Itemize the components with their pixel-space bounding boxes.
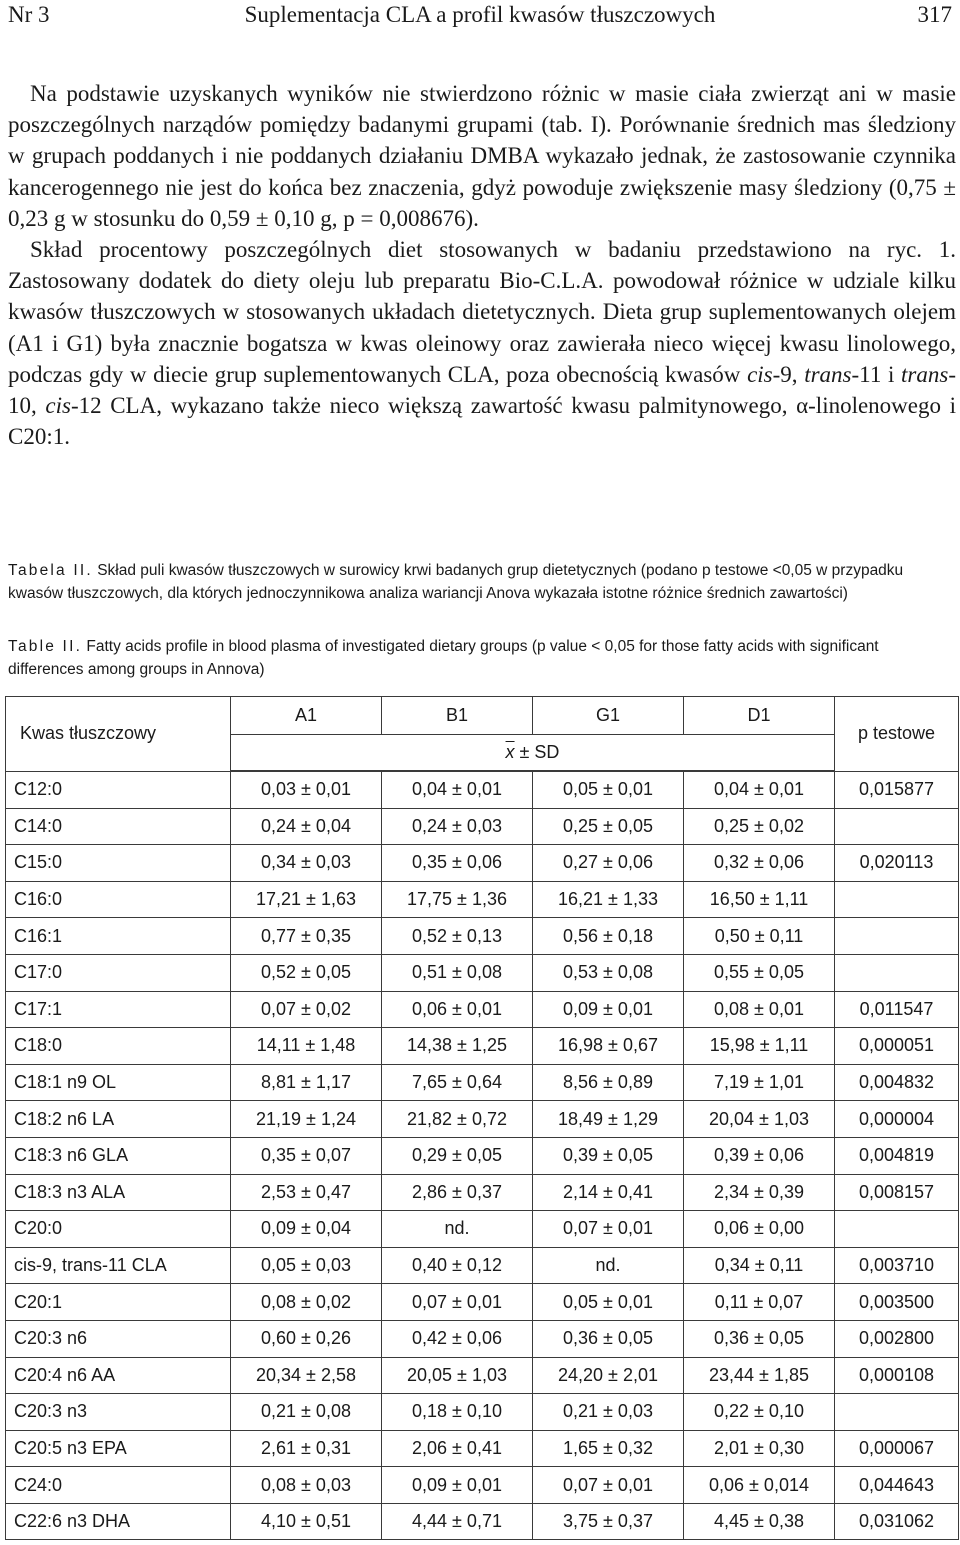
group-value-d1: 0,55 ± 0,05 — [684, 954, 835, 991]
group-value-b1: 2,06 ± 0,41 — [382, 1430, 533, 1467]
table-row — [6, 1174, 959, 1211]
group-value-d1: 0,08 ± 0,01 — [684, 991, 835, 1028]
group-value-d1: 4,45 ± 0,38 — [684, 1503, 835, 1540]
fatty-acid-name: C20:3 n3 — [6, 1394, 231, 1431]
group-value-b1: 0,04 ± 0,01 — [382, 771, 533, 808]
group-value-d1: 0,39 ± 0,06 — [684, 1137, 835, 1174]
group-value-d1: 0,11 ± 0,07 — [684, 1284, 835, 1321]
table-row — [6, 1503, 959, 1540]
table-row — [6, 991, 959, 1028]
group-value-b1: 0,29 ± 0,05 — [382, 1137, 533, 1174]
group-value-d1: 0,50 ± 0,11 — [684, 918, 835, 955]
group-value-a1: 0,60 ± 0,26 — [231, 1320, 382, 1357]
group-value-d1: 20,04 ± 1,03 — [684, 1101, 835, 1138]
group-value-g1: 24,20 ± 2,01 — [533, 1357, 684, 1394]
p-value: 0,008157 — [835, 1174, 959, 1211]
group-value-g1: nd. — [533, 1247, 684, 1284]
p-value — [835, 918, 959, 955]
p-value: 0,020113 — [835, 845, 959, 882]
p-value — [835, 881, 959, 918]
paragraph-2-text-d: -10, — [8, 361, 956, 419]
fatty-acid-name: C12:0 — [6, 771, 231, 808]
group-value-b1: 0,42 ± 0,06 — [382, 1320, 533, 1357]
table-row — [6, 1028, 959, 1065]
group-value-g1: 0,07 ± 0,01 — [533, 1211, 684, 1248]
fatty-acid-name: C20:4 n6 AA — [6, 1357, 231, 1394]
group-value-d1: 0,34 ± 0,11 — [684, 1247, 835, 1284]
p-value: 0,004832 — [835, 1064, 959, 1101]
group-value-a1: 0,08 ± 0,03 — [231, 1467, 382, 1504]
italic-trans: trans — [804, 361, 852, 387]
p-value: 0,015877 — [835, 771, 959, 808]
p-value: 0,002800 — [835, 1320, 959, 1357]
group-value-g1: 0,56 ± 0,18 — [533, 918, 684, 955]
p-value — [835, 1211, 959, 1248]
group-value-a1: 0,24 ± 0,04 — [231, 808, 382, 845]
group-value-a1: 17,21 ± 1,63 — [231, 881, 382, 918]
column-header-g1: G1 — [533, 697, 684, 735]
p-value: 0,003710 — [835, 1247, 959, 1284]
group-value-a1: 0,77 ± 0,35 — [231, 918, 382, 955]
group-value-b1: 0,06 ± 0,01 — [382, 991, 533, 1028]
group-value-g1: 0,07 ± 0,01 — [533, 1467, 684, 1504]
fatty-acid-name: cis-9, trans-11 CLA — [6, 1247, 231, 1284]
italic-cis-2: cis — [45, 393, 71, 419]
group-value-b1: 0,24 ± 0,03 — [382, 808, 533, 845]
fatty-acid-name: C17:0 — [6, 954, 231, 991]
table-body — [6, 771, 959, 1540]
group-value-d1: 0,32 ± 0,06 — [684, 845, 835, 882]
issue-number: Nr 3 — [8, 2, 50, 27]
group-value-d1: 0,36 ± 0,05 — [684, 1320, 835, 1357]
group-value-d1: 0,22 ± 0,10 — [684, 1394, 835, 1431]
group-value-b1: 0,51 ± 0,08 — [382, 954, 533, 991]
table-caption-pl — [8, 560, 956, 605]
p-value: 0,004819 — [835, 1137, 959, 1174]
table-caption-en-text: Fatty acids profile in blood plasma of investigated dietary groups (p value < 0,05 for those fatty acids with significant differences among groups in Annova) — [8, 638, 879, 678]
group-value-g1: 2,14 ± 0,41 — [533, 1174, 684, 1211]
fatty-acid-name: C18:3 n6 GLA — [6, 1137, 231, 1174]
group-value-a1: 0,07 ± 0,02 — [231, 991, 382, 1028]
p-value — [835, 1394, 959, 1431]
group-value-d1: 7,19 ± 1,01 — [684, 1064, 835, 1101]
table-caption-pl-label: Tabela II. — [8, 562, 93, 579]
group-value-b1: 0,35 ± 0,06 — [382, 845, 533, 882]
group-value-a1: 0,05 ± 0,03 — [231, 1247, 382, 1284]
group-value-a1: 0,09 ± 0,04 — [231, 1211, 382, 1248]
italic-cis: cis — [747, 361, 773, 387]
group-value-a1: 2,61 ± 0,31 — [231, 1430, 382, 1467]
group-value-d1: 2,34 ± 0,39 — [684, 1174, 835, 1211]
table-row — [6, 1394, 959, 1431]
group-value-b1: 4,44 ± 0,71 — [382, 1503, 533, 1540]
p-value — [835, 954, 959, 991]
group-value-d1: 0,06 ± 0,014 — [684, 1467, 835, 1504]
paragraph-2-text-c: -11 i — [851, 361, 902, 387]
group-value-a1: 0,34 ± 0,03 — [231, 845, 382, 882]
group-value-b1: 14,38 ± 1,25 — [382, 1028, 533, 1065]
fatty-acid-name: C15:0 — [6, 845, 231, 882]
group-value-b1: 0,52 ± 0,13 — [382, 918, 533, 955]
paragraph-2-text-b: -9, — [772, 361, 805, 387]
p-value: 0,000108 — [835, 1357, 959, 1394]
group-value-g1: 0,36 ± 0,05 — [533, 1320, 684, 1357]
table-row — [6, 771, 959, 808]
group-value-b1: 21,82 ± 0,72 — [382, 1101, 533, 1138]
group-value-b1: 0,07 ± 0,01 — [382, 1284, 533, 1321]
group-value-g1: 0,05 ± 0,01 — [533, 771, 684, 808]
group-value-g1: 0,05 ± 0,01 — [533, 1284, 684, 1321]
column-header-p-value: p testowe — [835, 697, 959, 772]
group-value-g1: 1,65 ± 0,32 — [533, 1430, 684, 1467]
table-caption-en — [8, 636, 956, 681]
article-body — [8, 78, 956, 452]
paragraph-2-text-a: Skład procentowy poszczególnych diet stosowanych w badaniu przedstawiono na ryc. 1. Zastosowany dodatek do diety oleju lub preparatu Bio-C.L.A. powodował różnice w udziale kilku kwasów tłuszczowych w stosowanych układach dietetycznych. Dieta grup suplementowanych olejem (A1 i G1) była znacznie bogatsza w kwas oleinowy oraz zawierała nieco więcej kwasu linolowego, podczas gdy w diecie grup suplementowanych CLA, poza obecnością kwasów — [8, 237, 956, 387]
table-row — [6, 845, 959, 882]
sd-label: ± SD — [514, 742, 560, 762]
table-row — [6, 881, 959, 918]
fatty-acid-name: C16:0 — [6, 881, 231, 918]
p-value: 0,003500 — [835, 1284, 959, 1321]
page-number: 317 — [917, 2, 952, 27]
fatty-acid-name: C18:2 n6 LA — [6, 1101, 231, 1138]
table-row — [6, 1247, 959, 1284]
group-value-g1: 0,27 ± 0,06 — [533, 845, 684, 882]
column-header-d1: D1 — [684, 697, 835, 735]
group-value-g1: 18,49 ± 1,29 — [533, 1101, 684, 1138]
column-header-fatty-acid: Kwas tłuszczowy — [6, 697, 231, 772]
table-caption-pl-text: Skład puli kwasów tłuszczowych w surowicy krwi badanych grup dietetycznych (podano p testowe <0,05 w przypadku kwasów tłuszczowych, dla których jednoczynnikowa analiza wariancji Anova wykazała istotne różnice średnich zawartości) — [8, 562, 904, 602]
fatty-acid-name: C20:3 n6 — [6, 1320, 231, 1357]
fatty-acid-name: C17:1 — [6, 991, 231, 1028]
mean-symbol: $\overline{x}$ — [505, 742, 515, 762]
group-value-g1: 0,39 ± 0,05 — [533, 1137, 684, 1174]
mean-sd-header — [231, 735, 835, 772]
table-row — [6, 808, 959, 845]
group-value-g1: 0,25 ± 0,05 — [533, 808, 684, 845]
group-value-a1: 0,08 ± 0,02 — [231, 1284, 382, 1321]
group-value-g1: 8,56 ± 0,89 — [533, 1064, 684, 1101]
group-value-a1: 0,52 ± 0,05 — [231, 954, 382, 991]
table-row — [6, 1284, 959, 1321]
group-value-a1: 4,10 ± 0,51 — [231, 1503, 382, 1540]
running-header — [0, 0, 960, 36]
fatty-acids-table — [5, 696, 959, 1540]
fatty-acid-name: C18:1 n9 OL — [6, 1064, 231, 1101]
fatty-acid-name: C18:0 — [6, 1028, 231, 1065]
italic-trans-2: trans — [901, 361, 949, 387]
group-value-b1: 7,65 ± 0,64 — [382, 1064, 533, 1101]
fatty-acid-name: C16:1 — [6, 918, 231, 955]
group-value-a1: 2,53 ± 0,47 — [231, 1174, 382, 1211]
p-value: 0,000067 — [835, 1430, 959, 1467]
table-row — [6, 1064, 959, 1101]
p-value: 0,011547 — [835, 991, 959, 1028]
table-row — [6, 1137, 959, 1174]
group-value-d1: 23,44 ± 1,85 — [684, 1357, 835, 1394]
table-row — [6, 1357, 959, 1394]
group-value-d1: 0,04 ± 0,01 — [684, 771, 835, 808]
table-caption-en-label: Table II. — [8, 638, 83, 655]
table-row — [6, 1211, 959, 1248]
group-value-a1: 0,21 ± 0,08 — [231, 1394, 382, 1431]
paragraph-1-text: Na podstawie uzyskanych wyników nie stwierdzono różnic w masie ciała zwierząt ani w masie poszczególnych narządów pomiędzy badanymi grupami (tab. I). Porównanie średnich mas śledziony w grupach poddanych i nie poddanych działaniu DMBA wykazało jednak, że zastosowanie czynnika kancerogennego nie jest do końca bez znaczenia, gdyż powoduje zwiększenie masy śledziony (0,75 ± 0,23 g w stosunku do 0,59 ± 0,10 g, p = 0,008676). — [8, 81, 956, 231]
fatty-acid-name: C22:6 n3 DHA — [6, 1503, 231, 1540]
table-row — [6, 1430, 959, 1467]
group-value-b1: 0,18 ± 0,10 — [382, 1394, 533, 1431]
group-value-g1: 3,75 ± 0,37 — [533, 1503, 684, 1540]
group-value-d1: 2,01 ± 0,30 — [684, 1430, 835, 1467]
fatty-acid-name: C24:0 — [6, 1467, 231, 1504]
fatty-acid-name: C18:3 n3 ALA — [6, 1174, 231, 1211]
paragraph-2 — [8, 234, 956, 452]
table-row — [6, 1101, 959, 1138]
group-value-g1: 16,21 ± 1,33 — [533, 881, 684, 918]
group-value-d1: 15,98 ± 1,11 — [684, 1028, 835, 1065]
column-header-b1: B1 — [382, 697, 533, 735]
p-value: 0,044643 — [835, 1467, 959, 1504]
group-value-b1: 2,86 ± 0,37 — [382, 1174, 533, 1211]
p-value — [835, 808, 959, 845]
p-value: 0,000051 — [835, 1028, 959, 1065]
column-header-a1: A1 — [231, 697, 382, 735]
group-value-g1: 0,09 ± 0,01 — [533, 991, 684, 1028]
group-value-d1: 0,06 ± 0,00 — [684, 1211, 835, 1248]
fatty-acid-name: C20:1 — [6, 1284, 231, 1321]
table-row — [6, 918, 959, 955]
paragraph-1 — [8, 78, 956, 234]
table-row — [6, 1467, 959, 1504]
group-value-a1: 21,19 ± 1,24 — [231, 1101, 382, 1138]
group-value-g1: 0,21 ± 0,03 — [533, 1394, 684, 1431]
group-value-b1: 17,75 ± 1,36 — [382, 881, 533, 918]
group-value-b1: 0,09 ± 0,01 — [382, 1467, 533, 1504]
group-value-a1: 0,03 ± 0,01 — [231, 771, 382, 808]
group-value-b1: nd. — [382, 1211, 533, 1248]
group-value-g1: 16,98 ± 0,67 — [533, 1028, 684, 1065]
fatty-acid-name: C20:0 — [6, 1211, 231, 1248]
paragraph-2-text-e: -12 CLA, wykazano także nieco większą zawartość kwasu palmitynowego, α-linolenowego i C20:1. — [8, 393, 957, 450]
fatty-acid-name: C14:0 — [6, 808, 231, 845]
table-row — [6, 1320, 959, 1357]
running-title: Suplementacja CLA a profil kwasów tłuszczowych — [244, 2, 716, 27]
group-value-a1: 8,81 ± 1,17 — [231, 1064, 382, 1101]
group-value-b1: 0,40 ± 0,12 — [382, 1247, 533, 1284]
p-value: 0,031062 — [835, 1503, 959, 1540]
fatty-acid-name: C20:5 n3 EPA — [6, 1430, 231, 1467]
table-row — [6, 954, 959, 991]
p-value: 0,000004 — [835, 1101, 959, 1138]
group-value-a1: 20,34 ± 2,58 — [231, 1357, 382, 1394]
group-value-b1: 20,05 ± 1,03 — [382, 1357, 533, 1394]
group-value-a1: 14,11 ± 1,48 — [231, 1028, 382, 1065]
group-value-d1: 16,50 ± 1,11 — [684, 881, 835, 918]
group-value-d1: 0,25 ± 0,02 — [684, 808, 835, 845]
group-value-g1: 0,53 ± 0,08 — [533, 954, 684, 991]
group-value-a1: 0,35 ± 0,07 — [231, 1137, 382, 1174]
